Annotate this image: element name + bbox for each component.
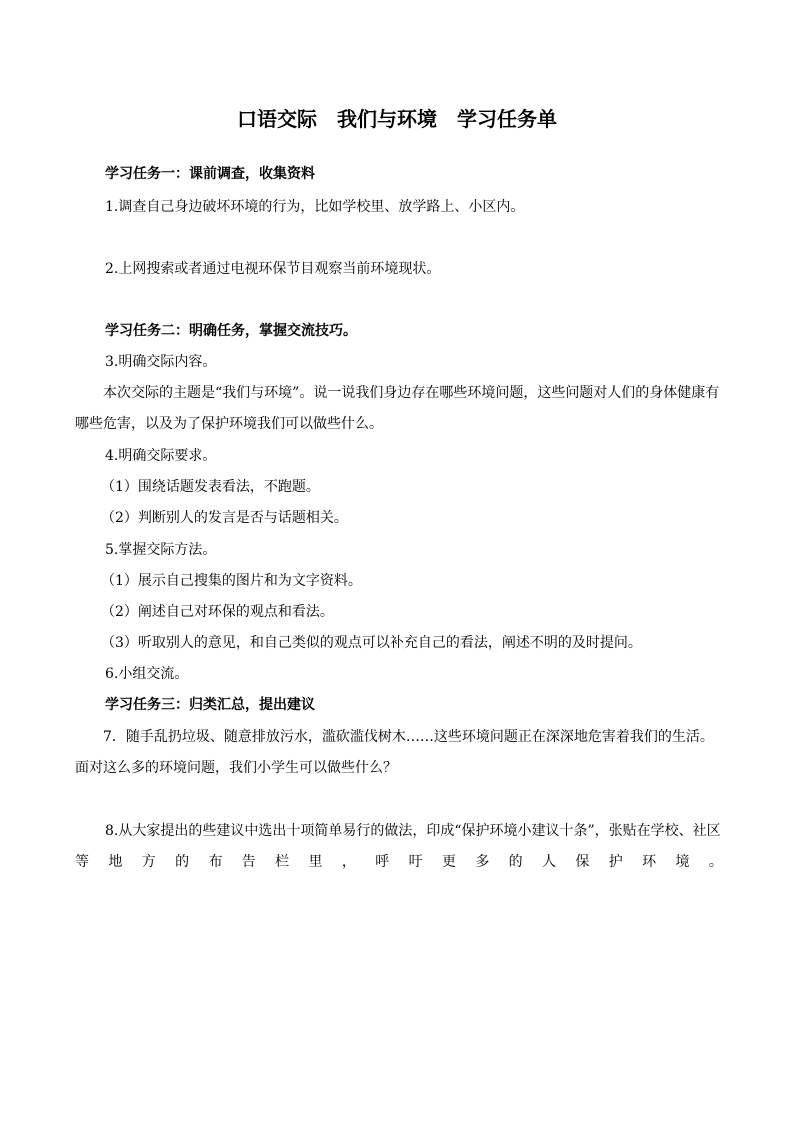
item8-char: 吁 bbox=[408, 854, 423, 870]
item8-char: 更 bbox=[441, 854, 456, 870]
task2-item4: 4.明确交际要求。 bbox=[105, 448, 217, 464]
page-title: 口语交际 我们与环境 学习任务单 bbox=[237, 107, 557, 131]
item8-char: 布 bbox=[208, 854, 223, 870]
item8-char: 等 bbox=[75, 854, 89, 870]
task2-item5: 5.掌握交际方法。 bbox=[105, 542, 217, 558]
item8-char: 栏 bbox=[275, 854, 290, 870]
task2-req2: （2）判断别人的发言是否与话题相关。 bbox=[101, 510, 348, 526]
item8-char: 多 bbox=[475, 854, 490, 870]
item8-char: 保 bbox=[575, 854, 590, 870]
task2-item6: 6.小组交流。 bbox=[105, 666, 189, 682]
item8-char: 地 bbox=[108, 854, 123, 870]
item8-char: 境 bbox=[675, 854, 690, 870]
item8-char: 。 bbox=[708, 854, 723, 870]
item8-char: 方 bbox=[141, 854, 156, 870]
task3-item8-line1: 8.从大家提出的些建议中选出十项简单易行的做法，印成“保护环境小建议十条”，张贴在学校、社区 bbox=[105, 823, 721, 839]
item8-char: 呼 bbox=[375, 854, 390, 870]
task3-heading: 学习任务三：归类汇总，提出建议 bbox=[105, 697, 315, 713]
task2-paragraph: 本次交际的主题是“我们与环境”。说一说我们身边存在哪些环境问题，这些问题对人们的身体健康有哪些危害，以及为了保护环境我们可以做些什么。 bbox=[75, 385, 720, 432]
item8-char: 里 bbox=[308, 854, 323, 870]
item8-char: 的 bbox=[508, 854, 523, 870]
task2-heading: 学习任务二：明确任务，掌握交流技巧。 bbox=[105, 323, 357, 339]
item8-char: ， bbox=[341, 854, 356, 870]
item8-char: 人 bbox=[542, 854, 557, 870]
task3-item8-line2 bbox=[75, 852, 723, 872]
task1-item2: 2.上网搜索或者通过电视环保节目观察当前环境现状。 bbox=[105, 261, 441, 277]
item8-char: 护 bbox=[608, 854, 623, 870]
task1-item1: 1.调查自己身边破坏环境的行为，比如学校里、放学路上、小区内。 bbox=[105, 199, 525, 215]
task2-item3: 3.明确交际内容。 bbox=[105, 354, 217, 370]
item8-char: 的 bbox=[175, 854, 190, 870]
task2-method3: （3）听取别人的意见，和自己类似的观点可以补充自己的看法，阐述不明的及时提问。 bbox=[101, 635, 642, 651]
task2-req1: （1）围绕话题发表看法，不跑题。 bbox=[101, 479, 320, 495]
item8-char: 环 bbox=[642, 854, 657, 870]
task2-method2: （2）阐述自己对环保的观点和看法。 bbox=[101, 604, 334, 620]
task2-method1: （1）展示自己搜集的图片和为文字资料。 bbox=[101, 573, 362, 589]
task3-item7: 7．随手乱扔垃圾、随意排放污水，滥砍滥伐树木……这些环境问题正在深深地危害着我们的生活。面对这么多的环境问题，我们小学生可以做些什么？ bbox=[75, 729, 714, 776]
item8-char: 告 bbox=[241, 854, 256, 870]
task1-heading: 学习任务一：课前调查，收集资料 bbox=[105, 166, 315, 182]
